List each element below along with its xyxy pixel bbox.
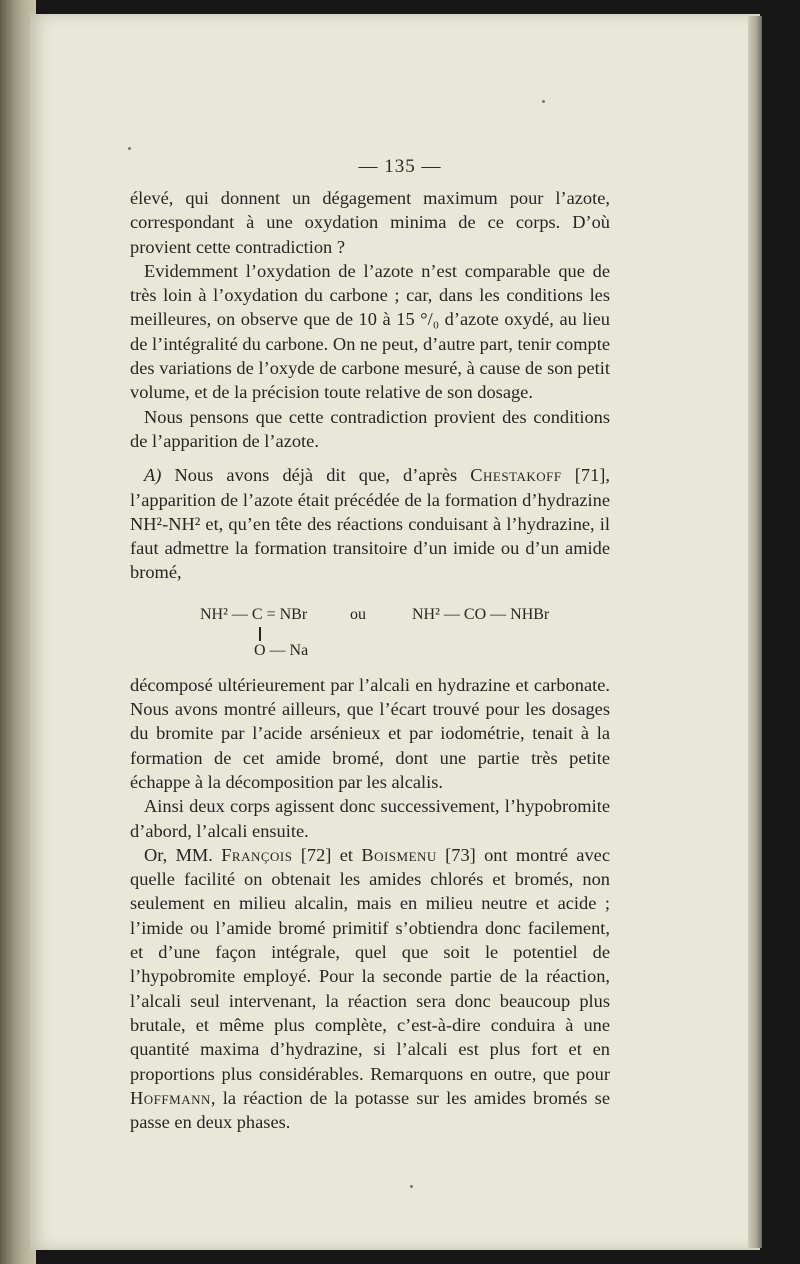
paragraph: décomposé ultérieurement par l’alcali en hydrazine et carbonate. Nous avons montré ailleurs, que l’écart trouvé pour les dosages du bromite par l’acide arsénieux et par iodométrie, tenait à la formation de cet amide bromé, dont une partie très petite échappe à la décomposition par les alcalis. — [130, 674, 610, 792]
text-run: Or, MM. — [144, 844, 222, 865]
author-name: Boismenu — [361, 844, 437, 865]
formula-substituent: O — Na — [254, 641, 309, 659]
text-run: Nous avons déjà dit que, d’après — [161, 465, 471, 486]
paragraph: Evidemment l’oxydation de l’azote n’est comparable que de très loin à l’oxydation du carbone ; car, dans les conditions les meilleures, on observe que de 10 à 15 °/₀ d’azote oxydé, au lieu de l’intégralité du carbone. On ne peut, d’autre part, tenir compte des variations de l’oxyde de carbone mesuré, à cause de son petit volume, et de la précision toute relative de son dosage. — [130, 260, 610, 403]
page-number: — 135 — — [358, 156, 442, 177]
text-run: [73] ont montré avec quelle facilité on obtenait les amides chlorés et bromés, non seulement en milieu alcalin, mais en milieu neutre et acide ; l’imide ou l’amide bromé primitif s’obtiendra donc facilement, et d’une façon intégrale, quel que soit le potentiel de l’hypobromite employé. Pour la seconde partie de la réaction, l’alcali seul intervenant, la réaction sera donc beaucoup plus brutale, et même plus complète, c’est-à-dire conduira à une quantité maxima d’hydrazine, si l’alcali est plus fort et en proportions plus considérables. Remarquons en outre, que pour — [130, 844, 610, 1084]
paragraph: Nous pensons que cette contradiction provient des conditions de l’apparition de l’azote. — [130, 406, 610, 451]
paragraph: Ainsi deux corps agissent donc successivement, l’hypobromite d’abord, l’alcali ensuite. — [130, 796, 610, 841]
paragraph — [130, 463, 610, 584]
chemical-formula — [130, 595, 610, 669]
section-label: A) — [144, 465, 162, 486]
text-run: , la réaction de la potasse sur les amides bromés se passe en deux phases. — [130, 1087, 610, 1133]
text-run: [71], l’apparition de l’azote était précédée de la formation d’hydrazine NH²-NH² et, qu’en tête des réactions conduisant à l’hydrazine, il faut admettre la formation transitoire d’un imide ou d’un amide bromé, — [130, 465, 611, 583]
paper-speck — [410, 1185, 413, 1188]
author-name: Hoffmann — [130, 1087, 211, 1108]
paragraph — [130, 843, 610, 1135]
paper-speck — [128, 147, 131, 150]
author-name: François — [221, 844, 293, 865]
formula-amide: NH² — CO — NHBr — [412, 605, 550, 623]
paper-speck — [542, 100, 545, 103]
body-text — [130, 186, 610, 1134]
author-name: Chestakoff — [470, 465, 562, 486]
page-edge — [748, 16, 762, 1248]
paragraph: élevé, qui donnent un dégagement maximum pour l’azote, correspondant à une oxydation minima de ce corps. D’où provient cette contradiction ? — [130, 188, 610, 257]
formula-or: ou — [350, 605, 366, 623]
text-run: [72] et — [292, 844, 362, 865]
formula-imide: NH² — C = NBr — [200, 605, 308, 623]
